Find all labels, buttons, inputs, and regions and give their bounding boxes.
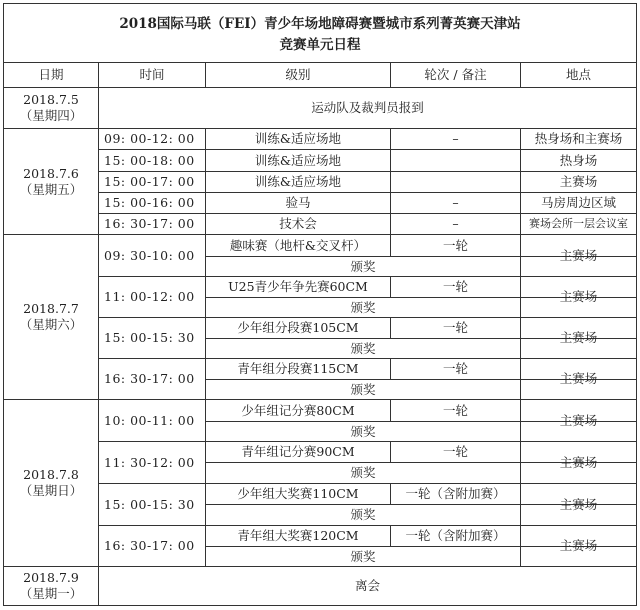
day-note: 运动队及裁判员报到 bbox=[311, 100, 424, 116]
time-cell: 09: 30-10: 00 bbox=[104, 247, 195, 263]
header-time: 时间 bbox=[139, 67, 165, 83]
award-cell: 颁奖 bbox=[350, 423, 376, 439]
time-cell: 10: 00-11: 00 bbox=[104, 412, 195, 428]
round-cell bbox=[391, 172, 520, 192]
weekday-value: （星期四） bbox=[19, 108, 83, 123]
level-cell: 训练&适应场地 bbox=[254, 174, 342, 190]
round-cell: 一轮 bbox=[442, 361, 468, 377]
round-cell: 一轮 bbox=[442, 402, 468, 418]
table-border-top bbox=[3, 3, 637, 4]
time-cell: 11: 00-12: 00 bbox=[104, 289, 195, 305]
weekday-value: （星期一） bbox=[19, 586, 83, 601]
round-cell: 一轮 bbox=[442, 444, 468, 460]
level-cell: 青年组大奖赛120CM bbox=[237, 528, 359, 544]
page-subtitle: 竞赛单元日程 bbox=[279, 37, 361, 53]
level-cell: 训练&适应场地 bbox=[254, 152, 342, 168]
weekday-value: （星期日） bbox=[19, 483, 83, 498]
header-location: 地点 bbox=[565, 67, 591, 83]
location-cell: 主赛场 bbox=[559, 330, 598, 346]
round-cell: 一轮 bbox=[442, 320, 468, 336]
round-cell: 一轮 bbox=[442, 237, 468, 253]
award-cell: 颁奖 bbox=[350, 381, 376, 397]
round-cell: – bbox=[452, 131, 459, 147]
location-cell: 主赛场 bbox=[559, 454, 598, 470]
award-cell: 颁奖 bbox=[350, 299, 376, 315]
date-cell bbox=[4, 88, 98, 128]
time-cell: 15: 00-16: 00 bbox=[104, 195, 195, 211]
time-cell: 15: 00-18: 00 bbox=[104, 152, 195, 168]
date-value: 2018.7.6 bbox=[23, 165, 79, 181]
time-cell: 15: 00-15: 30 bbox=[104, 330, 195, 346]
time-cell: 09: 00-12: 00 bbox=[104, 131, 195, 147]
table-border-right bbox=[636, 3, 637, 606]
round-cell bbox=[391, 150, 520, 171]
round-cell: 一轮 bbox=[442, 279, 468, 295]
date-cell bbox=[4, 567, 98, 605]
time-cell: 16: 30-17: 00 bbox=[104, 216, 195, 232]
level-cell: 验马 bbox=[285, 195, 311, 211]
time-cell: 11: 30-12: 00 bbox=[104, 454, 195, 470]
round-cell: – bbox=[452, 216, 459, 232]
round-cell: – bbox=[452, 195, 459, 211]
location-cell: 主赛场 bbox=[559, 371, 598, 387]
location-cell: 主赛场 bbox=[559, 496, 598, 512]
award-cell: 颁奖 bbox=[350, 548, 376, 564]
date-cell bbox=[4, 235, 98, 399]
location-cell: 主赛场 bbox=[559, 538, 598, 554]
award-cell: 颁奖 bbox=[350, 258, 376, 274]
location-cell: 热身场 bbox=[559, 152, 598, 168]
date-cell bbox=[4, 400, 98, 566]
date-cell bbox=[4, 129, 98, 234]
location-cell: 主赛场 bbox=[559, 412, 598, 428]
level-cell: U25青少年争先赛60CM bbox=[228, 279, 368, 295]
location-cell: 赛场会所一层会议室 bbox=[529, 217, 628, 231]
location-cell: 主赛场 bbox=[559, 289, 598, 305]
header-level: 级别 bbox=[285, 67, 311, 83]
level-cell: 趣味赛（地杆&交叉杆） bbox=[229, 237, 367, 253]
level-cell: 少年组大奖赛110CM bbox=[237, 486, 359, 502]
location-cell: 热身场和主赛场 bbox=[534, 131, 623, 147]
time-cell: 15: 00-15: 30 bbox=[104, 496, 195, 512]
weekday-value: （星期五） bbox=[19, 181, 83, 197]
level-cell: 青年组分段赛115CM bbox=[237, 361, 359, 377]
header-round: 轮次 / 备注 bbox=[424, 67, 487, 83]
time-cell: 16: 30-17: 00 bbox=[104, 538, 195, 554]
level-cell: 少年组分段赛105CM bbox=[237, 320, 359, 336]
page-title: 2018国际马联（FEI）青少年场地障碍赛暨城市系列菁英赛天津站 bbox=[119, 16, 521, 32]
award-cell: 颁奖 bbox=[350, 465, 376, 481]
date-value: 2018.7.5 bbox=[23, 92, 79, 108]
time-cell: 16: 30-17: 00 bbox=[104, 371, 195, 387]
level-cell: 青年组记分赛90CM bbox=[241, 444, 355, 460]
location-cell: 主赛场 bbox=[559, 174, 598, 190]
location-cell: 主赛场 bbox=[559, 247, 598, 263]
header-date: 日期 bbox=[38, 67, 64, 83]
time-cell: 15: 00-17: 00 bbox=[104, 174, 195, 190]
date-value: 2018.7.9 bbox=[23, 570, 79, 586]
round-cell: 一轮（含附加赛） bbox=[405, 486, 506, 502]
level-cell: 少年组记分赛80CM bbox=[241, 402, 355, 418]
day-note: 离会 bbox=[354, 578, 380, 594]
date-value: 2018.7.8 bbox=[23, 467, 79, 483]
level-cell: 技术会 bbox=[279, 216, 317, 232]
award-cell: 颁奖 bbox=[350, 507, 376, 523]
location-cell: 马房周边区域 bbox=[540, 195, 616, 211]
round-cell: 一轮（含附加赛） bbox=[405, 528, 506, 544]
date-value: 2018.7.7 bbox=[23, 301, 79, 317]
award-cell: 颁奖 bbox=[350, 340, 376, 356]
level-cell: 训练&适应场地 bbox=[254, 131, 342, 147]
weekday-value: （星期六） bbox=[19, 317, 83, 332]
